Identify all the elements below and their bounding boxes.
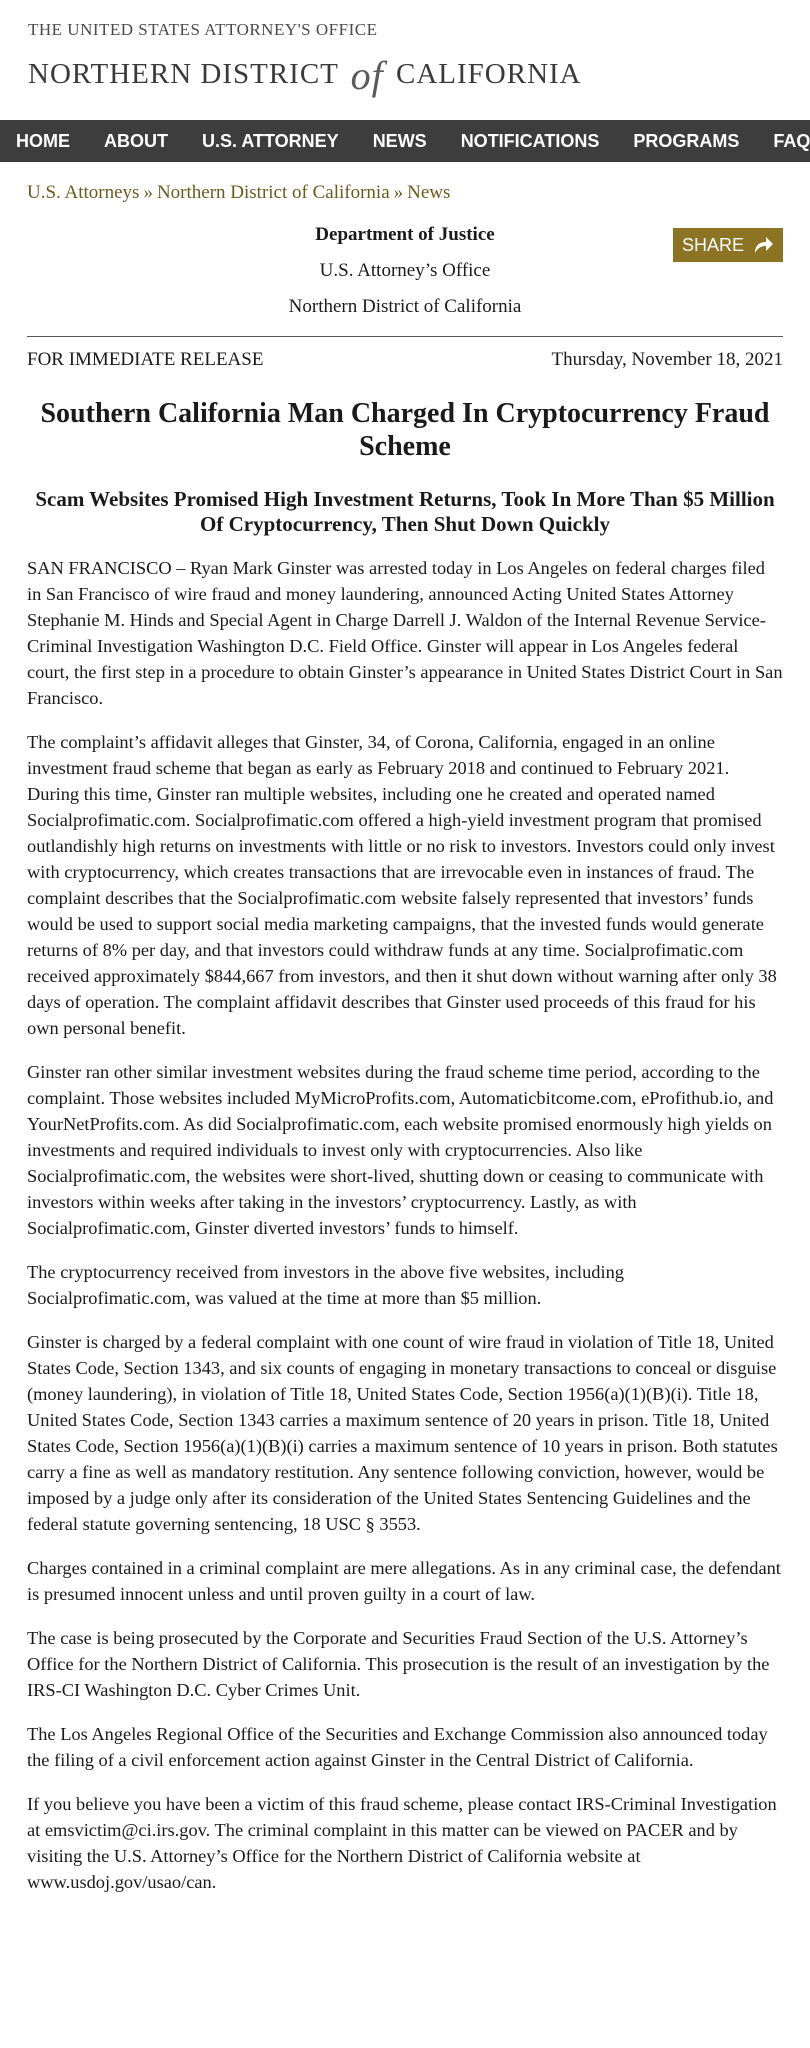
breadcrumb-separator: » [393,182,404,203]
district-name: Northern District of California [288,296,522,317]
nav-item-news[interactable]: NEWS [372,130,427,151]
article-paragraph: The complaint’s affidavit alleges that Ginster, 34, of Corona, California, engaged in an online investment fraud scheme that began as early as February 2018 and continued to February 2021. During this time, Ginster ran multiple websites, including one he created and operated named Socialprofimatic.com. Socialprofimatic.com offered a high-yield investment program that promised outlandishly high returns on investments with little or no risk to investors. Investors could only invest with cryptocurrency, which creates transactions that are irrevocable even in instances of fraud. The complaint describes that the Socialprofimatic.com website falsely represented that investors’ funds would be used to support social media marketing campaigns, that the invested funds would generate returns of 8% per day, and that investors could withdraw funds at any time. Socialprofimatic.com received approximately $844,667 from investors, and then it shut down without warning after only 38 days of operation. The complaint affidavit describes that Ginster used proceeds of this fraud for his own personal benefit. [27,732,777,1038]
article-title: Southern California Man Charged In Cryptocurrency Fraud Scheme [40,398,770,462]
masthead-office-name: THE UNITED STATES ATTORNEY'S OFFICE [28,20,378,39]
nav-item-us-attorney[interactable]: U.S. ATTORNEY [202,130,339,151]
masthead-district-logo[interactable] [28,46,582,98]
article-paragraph: SAN FRANCISCO – Ryan Mark Ginster was arrested today in Los Angeles on federal charges filed in San Francisco of wire fraud and money laundering, announced Acting United States Attorney Stephanie M. Hinds and Special Agent in Charge Darrell J. Waldon of the Internal Revenue Service-Criminal Investigation Washington D.C. Field Office. Ginster will appear in Los Angeles federal court, the first step in a procedure to obtain Ginster’s appearance in United States District Court in San Francisco. [27,558,783,708]
masthead [0,0,810,120]
breadcrumb [27,182,783,204]
article-body [27,555,783,1895]
breadcrumb-separator: » [143,182,153,203]
article-paragraph: Charges contained in a criminal complaint are mere allegations. As in any criminal case, the defendant is presumed innocent unless and until proven guilty in a court of law. [27,1558,781,1604]
share-button[interactable] [673,228,783,262]
masthead-district-left: NORTHERN DISTRICT [28,58,339,90]
release-label: FOR IMMEDIATE RELEASE [27,349,264,370]
nav-item-home[interactable]: HOME [16,130,70,151]
department-name: Department of Justice [315,224,495,245]
article-paragraph: Ginster ran other similar investment websites during the fraud scheme time period, according to the complaint. Those websites included MyMicroProfits.com, Automaticbitcome.com, eProfithub.io, and YourNetProfits.com. As did Socialprofimatic.com, each website promised enormously high yields on investments and required individuals to invest only with cryptocurrencies. Also like Socialprofimatic.com, the websites were short-lived, shutting down or ceasing to communicate with investors within weeks after taking in the investors’ cryptocurrency. Lastly, as with Socialprofimatic.com, Ginster diverted investors’ funds to himself. [27,1062,774,1238]
breadcrumb-news[interactable]: News [407,182,451,203]
header-divider [27,336,783,337]
release-header [27,224,783,318]
breadcrumb-northern-district[interactable]: Northern District of California [156,182,390,203]
nav-item-notifications[interactable]: NOTIFICATIONS [460,130,600,151]
article-paragraph: Ginster is charged by a federal complaint with one count of wire fraud in violation of Title 18, United States Code, Section 1343, and six counts of engaging in monetary transactions to conceal or disguise (money laundering), in violation of Title 18, United States Code, Section 1956(a)(1)(B)(i). Title 18, United States Code, Section 1343 carries a maximum sentence of 20 years in prison. Title 18, United States Code, Section 1956(a)(1)(B)(i) carries a maximum sentence of 10 years in prison. Both statutes carry a fine as well as mandatory restitution. Any sentence following conviction, however, would be imposed by a judge only after its consideration of the United States Sentencing Guidelines and the federal statute governing sentencing, 18 USC § 3553. [27,1332,778,1534]
nav-item-faq[interactable]: FAQ [773,130,810,151]
release-date: Thursday, November 18, 2021 [551,349,783,370]
masthead-district-right: CALIFORNIA [396,58,582,90]
nav-item-programs[interactable]: PROGRAMS [633,130,740,151]
article-subtitle: Scam Websites Promised High Investment Returns, Took In More Than $5 Million Of Cryptocurrency, Then Shut Down Quickly [35,487,775,536]
main-nav [0,120,810,162]
breadcrumb-us-attorneys[interactable]: U.S. Attorneys [27,182,140,203]
article-paragraph: If you believe you have been a victim of this fraud scheme, please contact IRS-Criminal Investigation at emsvictim@ci.irs.gov. The criminal complaint in this matter can be viewed on PACER and by visiting the U.S. Attorney’s Office for the Northern District of California website at www.usdoj.gov/usao/can. [27,1794,777,1892]
release-info [27,349,783,371]
article-paragraph: The Los Angeles Regional Office of the Securities and Exchange Commission also announced today the filing of a civil enforcement action against Ginster in the Central District of California. [27,1724,768,1770]
article-paragraph: The case is being prosecuted by the Corporate and Securities Fraud Section of the U.S. Attorney’s Office for the Northern District of California. This prosecution is the result of an investigation by the IRS-CI Washington D.C. Cyber Crimes Unit. [27,1628,770,1700]
article-paragraph: The cryptocurrency received from investors in the above five websites, including Socialprofimatic.com, was valued at the time at more than $5 million. [27,1262,624,1308]
share-arrow-icon [752,234,774,256]
share-label: SHARE [681,234,744,255]
masthead-district-of: of [350,53,384,98]
office-name: U.S. Attorney’s Office [319,260,491,281]
nav-item-about[interactable]: ABOUT [104,130,168,151]
